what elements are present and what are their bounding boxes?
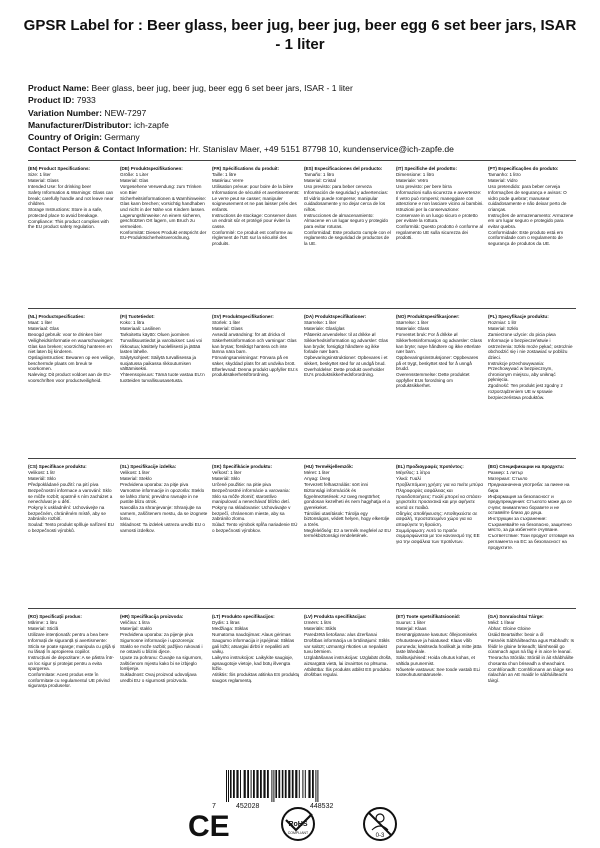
info-row [28, 119, 580, 131]
barcode-bar [312, 770, 314, 798]
spec-line: Zgodność: Ten produkt jest zgodny z rozporządzeniem UE w sprawie bezpieczeństwa produktów. [488, 383, 563, 400]
spec-block [212, 464, 300, 550]
spec-block [212, 614, 300, 689]
spec-line: Veľkosť: 1 liter [212, 469, 242, 475]
spec-line: Safety Information & Warnings: Glass can break; carefully handle and not leave near children. [28, 189, 114, 207]
spec-row-1 [28, 166, 576, 247]
spec-line: Material: Vidro [488, 177, 518, 183]
label-title: GPSR Label for : Beer glass, beer jug, beer jug, beer egg 6 set beer jars, ISAR - 1 liter [23, 17, 577, 53]
spec-line: Størrelse: 1 liter [396, 319, 429, 325]
spec-line: Medžiaga: Stiklas [212, 625, 249, 631]
spec-line: Materiał: Szkło [488, 325, 519, 331]
spec-line: Efterlevnad: Denna produkt uppfyller EU:s produktsäkerhetsförordning. [212, 366, 298, 378]
spec-line: Instruções de armazenamento: Armazene em um lugar seguro e protegido para evitar quebra. [488, 212, 574, 229]
spec-heading: (LT) Produkto specifikacijos: [212, 614, 275, 619]
barcode-left-digits: 452028 [236, 803, 260, 810]
spec-line: Informacje o bezpieczeństwie i ostrzeżenia: Szkło może pękać; ostrożnie obchodzić się i nie zostawiać w pobliżu dzieci. [488, 337, 573, 360]
spec-line: Avsedd användning: för att dricka öl [212, 331, 285, 337]
spec-line: Bezpečnostné informácie a varovania: Sklo sa môže zlomiť; starostlivo manipulovať a nenechávať blízko detí. [212, 487, 291, 505]
spec-line: Υλικό: Γυαλί [396, 475, 421, 481]
product-info [28, 82, 580, 156]
spec-heading: (DE) Produktspezifikationen: [120, 166, 183, 171]
spec-line: Materjal: Klaas [396, 625, 427, 631]
spec-line: Material: Sticlă [28, 625, 59, 631]
barcode-bar [302, 770, 303, 798]
barcode-bar [233, 770, 235, 798]
divider [28, 608, 576, 609]
spec-line: Μέγεθος: 1 λίτρο [396, 469, 431, 475]
spec-heading: (SL) Specifikacije izdelka: [120, 464, 177, 469]
spec-line: Förvaringsanvisningar: Förvara på en säker, skyddad plats för att undvika brott. [212, 355, 296, 366]
barcode-bar [267, 770, 269, 798]
info-value: 7933 [74, 95, 96, 106]
spec-line: Saugumo informacija ir įspėjimai: Stiklas gali lūžti; atsargiai dirbti ir nepalikti arti vaikų. [212, 637, 295, 655]
spec-block [304, 464, 392, 550]
spec-line: Informazioni sulla sicurezza e avvertenze: Il vetro può rompersi; maneggiare con attenzione e non lasciare vicino ai bambini. [396, 189, 484, 207]
barcode-bar [226, 770, 227, 802]
spec-line: Beoogd gebruik: voor te drinken bier [28, 331, 103, 337]
spec-line: Veiligheidsinformatie en waarschuwingen: Glas kan breken; voorzichtig hanteren en niet laten bij kinderen. [28, 337, 114, 355]
info-label: Product ID: [28, 95, 75, 106]
spec-line: Información de seguridad y advertencias: El vidrio puede romperse; manipular cuidadosamente y no dejar cerca de los niños. [304, 189, 389, 212]
age-text: 0-3 [375, 833, 385, 839]
spec-line: Forventet bruk: For å drikke øl [396, 331, 458, 337]
spec-line: Súlad: Tento výrobok spĺňa nariadenie EÚ o bezpečnosti výrobkov. [212, 522, 298, 533]
spec-line: Méid: 1 lítear [488, 619, 515, 625]
barcode-bar [260, 770, 262, 798]
spec-block [120, 614, 208, 689]
info-label: Product Name: [28, 83, 90, 93]
spec-line: Tamanho: 1 litro [488, 171, 521, 177]
spec-line: Tárolási utasítások: Tárolja egy biztonságos, védett helyen, hogy elkerülje a törés. [304, 510, 390, 527]
spec-line: Storlek: 1 liter [212, 319, 241, 325]
spec-line: Säkerhetsinformation och varningar: Glas kan brytas; försiktigt hantera och inte lämna nära barn. [212, 337, 297, 355]
info-value: Beer glass, beer jug, beer jug, beer egg 6 set beer jars, ISAR - 1 liter [89, 83, 353, 93]
spec-block [120, 464, 208, 550]
rohs-subtext: COMPLIANT [287, 831, 309, 835]
info-row [28, 107, 580, 119]
spec-heading: (GA) Sonraíochtaí Táirge: [488, 614, 544, 619]
spec-line: Megfelelőség: Ez a termék megfelel az EU termékbiztonsági rendeletének. [304, 527, 391, 539]
barcode-bar [230, 770, 232, 798]
spec-line: Größe: 1 Liter [120, 171, 149, 177]
barcode-bar [308, 770, 310, 798]
spec-line: Ábhar: Gloine Gloine [488, 625, 531, 631]
barcode-bar [282, 770, 284, 798]
spec-line: Tamaño: 1 litro [304, 171, 335, 177]
spec-line: Zamierzone użycie: do picia piwa [488, 331, 556, 337]
spec-block [304, 614, 392, 689]
spec-line: Materiale: Glas/glas [304, 325, 345, 331]
spec-line: Maat: 1 liter [28, 319, 52, 325]
spec-line: Conformidade: Este produto está em conformidade com o regulamento de segurança de produtos da UE. [488, 229, 564, 247]
spec-block [488, 314, 576, 400]
spec-line: Paredzētā lietošana: alus dzeršanai [304, 631, 377, 637]
divider [28, 458, 576, 459]
spec-line: Oppbevaringsinstruksjoner: Oppbevares på et trygt, beskyttet sted for å unngå brudd. [396, 355, 479, 372]
spec-heading: (PT) Especificações do produto: [488, 166, 559, 171]
spec-line: Materijal: staklo [120, 625, 152, 631]
spec-line: Tervezett felhasználás: sört inni [304, 481, 369, 487]
barcode-bar [305, 770, 306, 798]
spec-line: Materiaal: Glas [28, 325, 59, 331]
rohs-text: RoHS [288, 821, 308, 828]
barcode-lead-digit: 7 [212, 803, 216, 810]
spec-heading: (EN) Product Specifications: [28, 166, 91, 171]
info-row [28, 82, 580, 94]
spec-line: Conformité: Ce produit est conforme au règlement de l'UE sur la sécurité des produits. [212, 229, 293, 247]
spec-line: Materiaali: Lasilinen [120, 325, 161, 331]
spec-line: Naleving: Dit product voldoet aan de EU-voorschriften voor productveiligheid. [28, 372, 112, 383]
spec-heading: (SV) Produktspecifikationer: [212, 314, 274, 319]
barcode-bar [263, 770, 265, 798]
spec-line: Atitiktis: Šis produktas atitinka ES produktų saugos reglamentą. [212, 672, 300, 683]
barcode-bar [288, 770, 290, 798]
spec-line: Säilitusjuhised: Hoida ohutus kohas, et vältida purunemist. [396, 655, 475, 666]
spec-line: Opslaginstructies: Bewaren op een veilige, beschermde plaats om breuk te voorkomen. [28, 355, 115, 372]
spec-line: Материал: Стъкло [488, 475, 528, 481]
spec-heading: (NO) Produktspesifikasjoner: [396, 314, 460, 319]
spec-line: Dimensione: 1 litro [396, 171, 435, 177]
spec-heading: (RO) Specificații produs: [28, 614, 82, 619]
spec-line: Určené použitie: na pitie piva [212, 481, 271, 487]
barcode-bar [253, 770, 255, 798]
spec-heading: (IT) Specifiche del prodotto: [396, 166, 457, 171]
spec-line: Varnostne informacije in opozorila: Steklo se lahko zlomi; previdno ravnajte in ne pustite blizu otrok. [120, 487, 205, 505]
spec-block [488, 464, 576, 550]
spec-line: Προβλεπόμενη χρήση: για να πιείτε μπύρα [396, 481, 484, 487]
barcode-bar [247, 770, 249, 798]
barcode-bar [256, 770, 258, 798]
spec-line: Soulad: Tento produkt splňuje nařízení EU o bezpečnosti výrobků. [28, 522, 114, 533]
barcode-bar [317, 770, 318, 802]
info-value: Germany [102, 132, 140, 143]
spec-line: Sikkerhetsinformasjon og advarsler: Glass kan bryte; nøye håndtere og ikke etterlate nær barn. [396, 337, 483, 355]
spec-block [488, 166, 576, 247]
spec-line: Bezpečnostní informace a varování: Sklo se může rozbít; opatrně s ním zacházet a nenechávat je u dětí. [28, 487, 113, 505]
spec-line: Storage Instructions: Store in a safe, protected place to avoid breakage. [28, 207, 103, 218]
spec-heading: (CS) Specifikace produktu: [28, 464, 87, 469]
barcode-bar [292, 770, 294, 798]
spec-line: Predviđena uporaba: za pijenje piva [120, 631, 194, 637]
spec-line: Yhteensopivuus: Tämä tuote vastaa EU:n tuotteiden turvallisuusasetusta. [120, 372, 205, 383]
spec-line: Konformität: Dieses Produkt entspricht der EU-Produktsicherheitsverordnung. [120, 229, 207, 241]
spec-line: Taille: 1 litre [212, 171, 237, 177]
age-0-3-warning-icon [364, 808, 396, 840]
spec-block [396, 314, 484, 400]
spec-block [304, 166, 392, 247]
spec-line: Informații de siguranță și avertismente: Sticla se poate sparge; manipula cu grijă și nu lăsați în apropierea copiilor. [28, 637, 116, 655]
spec-line: Navodila za shranjevanje: Shranjujte na varnem, zaščitenem mestu, da se izognete lomu. [120, 505, 208, 522]
spec-heading: (HU) Termékjellemzők: [304, 464, 354, 469]
spec-block [28, 166, 116, 247]
info-label: Variation Number: [28, 107, 103, 118]
spec-line: Material: Glas [120, 177, 149, 183]
spec-line: Pokyny na skladovanie: Uchovávajte v bezpečí, chránenom mieste, aby sa zabránilo zlomu. [212, 505, 291, 522]
spec-heading: (ES) Especificaciones del producto: [304, 166, 383, 171]
spec-row-4 [28, 614, 576, 689]
spec-line: Uso previsto: para beber cerveza [304, 183, 372, 189]
spec-line: Biztonsági információk és figyelmeztetések: Az üveg megtörhet; gondosan kezelheti és nem hagyhatja el a gyerekeket. [304, 487, 390, 510]
spec-line: Materiale: Glass [396, 325, 430, 331]
spec-line: Säilytysohjeet: Säilytä turvallisessa ja suojatussa paikassa rikkoutumisen välttämiseksi. [120, 355, 197, 372]
spec-line: Uzglabāšanas instrukcijas: Uzglabāt drošā, aizsargātā vietā, lai izvairītos no plīsuma. [304, 655, 392, 666]
spec-line: Informações de segurança e avisos: O vidro pode quebrar; manusear cuidadosamente e não deixar perto de crianças. [488, 189, 567, 212]
spec-line: Dydis: 1 litras [212, 619, 240, 625]
spec-line: Συμμόρφωση: Αυτό το προϊόν συμμορφώνεται με τον κανονισμό της ΕΕ για την ασφάλεια των προϊόντων. [396, 527, 480, 545]
spec-block [28, 464, 116, 550]
info-row [28, 143, 580, 155]
barcode [222, 770, 372, 802]
barcode-bar [236, 770, 238, 798]
spec-line: Materiāls: Stikls [304, 625, 337, 631]
spec-line: Οδηγίες αποθήκευσης: Αποθηκεύστε σε ασφαλή, προστατευμένο χώρο για να αποφύγετε τη θραύση. [396, 510, 478, 527]
spec-line: Materiál: Sklo [28, 475, 56, 481]
spec-line: Conformità: Questo prodotto è conforme al regolamento UE sulla sicurezza dei prodotti. [396, 224, 484, 241]
spec-line: Předpokládané použití: na pití piva [28, 481, 99, 487]
spec-line: Laikymo instrukcijos: Laikykite saugioje, apsaugotoje vietoje, kad būtų išvengta lūžio. [212, 655, 294, 672]
spec-line: Anyag: Üveg [304, 475, 331, 481]
spec-line: Matériau: Verre [212, 177, 244, 183]
spec-line: Overholdelse: Dette produkt overholder EU's produktsikkerhedsforordning. [304, 366, 385, 378]
spec-heading: (HR) Specifikacija proizvoda: [120, 614, 184, 619]
spec-line: Påtænkt anvendelse: til at drikke øl [304, 331, 376, 337]
barcode-bar [251, 770, 252, 798]
barcode-bar [278, 770, 280, 798]
spec-line: Размер: 1 литър [488, 469, 523, 475]
spec-line: Overensstemmelse: Dette produktet oppfyller EUs forordning om produktsikkerhet. [396, 372, 470, 389]
spec-line: Sicherheitsinformationen & Warnhinweise: Glas kann brechen; vorsichtig handhaben und nicht in der Nähe von Kindern lassen. [120, 195, 207, 212]
spec-line: Rozmiar: 1 litr [488, 319, 517, 325]
spec-line: Mărime: 1 litru [28, 619, 58, 625]
spec-line: Úsáid Beartaithe: beoir a ól [488, 631, 544, 637]
info-row [28, 131, 580, 143]
spec-line: Eesmärgipärane kasutus: õllejoomiseks [396, 631, 477, 637]
spec-line: Instrukcje przechowywania: Przechowywać w bezpiecznym, chronionym miejscu, aby uniknąć pęknięcia. [488, 360, 556, 383]
barcode-bar [299, 770, 300, 798]
info-value: Hr. Stanislav Maer, +49 5151 87798 10, kundenservice@ich-zapfe.de [187, 144, 454, 155]
spec-line: Предназначена употреба: за пиене на бира [488, 481, 570, 493]
spec-line: Størrelse: 1 liter [304, 319, 337, 325]
spec-block [396, 166, 484, 247]
spec-row-3 [28, 464, 576, 550]
barcode-bar [240, 770, 241, 798]
spec-line: Faisnéis Sábháilteachta agus Rabhadh: Is féidir le gloine briseadh; láimhseáil go cúramach agus ná fág é in aice le leanaí. [488, 637, 575, 655]
spec-line: Izmērs: 1 litrs [304, 619, 332, 625]
spec-line: Drošības informācija un brīdinājumi: Stikls var salūzt; uzmanīgi rīkoties un nepalaist tuvu bērniem. [304, 637, 390, 655]
spec-line: Lagerungshinweise: An einem sicheren, geschützten Ort lagern, um Bruch zu vermeiden. [120, 212, 202, 229]
spec-line: Vorgesehene Verwendung: zum Trinken von Bier [120, 183, 202, 195]
spec-line: Conformidad: Este producto cumple con el reglamento de seguridad de productos de la UE. [304, 229, 391, 247]
spec-line: Velikost: 1 liter [120, 469, 150, 475]
spec-line: Material: Glass [212, 325, 243, 331]
spec-block [28, 614, 116, 689]
divider [28, 308, 576, 309]
spec-line: Инструкции за съхранение: Съхранявайте на безопасно, защитено място, за да избегнете счупване. [488, 516, 572, 533]
spec-line: Istruzioni per la conservazione: Conservare in un luogo sicuro e protetto per evitare la rottura. [396, 207, 478, 224]
spec-line: Utilizare intenționată: pentru a bea bere [28, 631, 109, 637]
spec-block [212, 166, 300, 247]
info-label: Manufacturer/Distributor: [28, 119, 132, 130]
spec-block [120, 314, 208, 400]
spec-line: Pokyny k uskladnění: Uchovávejte na bezpečném, chráněném místě, aby se zabránilo rozbití. [28, 505, 106, 522]
spec-line: Intended Use: for drinking beer [28, 183, 92, 189]
spec-line: Material: Glass [28, 177, 59, 183]
spec-heading: (BG) Спецификации на продукта: [488, 464, 565, 469]
spec-heading: (NL) Productspecificaties: [28, 314, 85, 319]
spec-line: Velikost: 1 litr [28, 469, 56, 475]
spec-line: Size: 1 liter [28, 171, 51, 177]
barcode-bar [285, 770, 287, 798]
ce-mark-icon [188, 810, 230, 842]
spec-line: Upute za pohranu: Čuvajte na sigurnom, zaštićenom mjestu kako bi se izbjeglo lomljenje. [120, 655, 203, 672]
spec-line: Информация за безопасност и предупреждения: Стъклото може да се счупи; внимателно боравете и не оставяйте близо до деца. [488, 493, 572, 516]
spec-line: Comhlíonadh: Comhlíonann an táirge seo rialachán an AE maidir le sábháilteacht táirgí. [488, 666, 574, 683]
barcode-bar [244, 770, 246, 798]
spec-block [120, 166, 208, 247]
spec-line: Uso previsto: per bere birra [396, 183, 452, 189]
spec-line: Predvidena uporaba: za pitje piva [120, 481, 189, 487]
spec-line: Nõuetele vastavus: See toode vastab ELi tooteohutusmäärusele. [396, 666, 481, 678]
info-value: NEW-7297 [102, 107, 147, 118]
barcode-bar [228, 770, 229, 802]
spec-line: Sigurnosne informacije i upozorenja: Staklo se može razbiti; pažljivo rukovati i ne ostaviti u blizini djece. [120, 637, 203, 655]
spec-line: Veličina: 1 litra [120, 619, 150, 625]
spec-line: Numatoma naudojimas: Alaus gėrimas [212, 631, 291, 637]
spec-line: Materiál: Sklo [212, 475, 240, 481]
spec-line: Conformitate: Acest produs este în conformitate cu regulamentul UE privind siguranța produselor. [28, 672, 110, 689]
spec-line: Uso pretendido: para beber cerveja [488, 183, 561, 189]
info-label: Contact Person & Contact Information: [28, 144, 187, 155]
spec-line: Materiale: Vetro [396, 177, 429, 183]
spec-line: Informations de sécurité et avertissements: Le verre peut se casser; manipuler soigneusement et ne pas laisser près des enfants. [212, 189, 300, 212]
spec-row-2 [28, 314, 576, 400]
spec-line: Suurus: 1 liiter [396, 619, 426, 625]
spec-heading: (ET) Toote spetsifikatsioonid: [396, 614, 461, 619]
spec-heading: (FR) Spécifications du produit: [212, 166, 280, 171]
spec-line: Material: Steklo [120, 475, 152, 481]
barcode-bar [273, 770, 274, 802]
spec-line: Méret: 1 liter [304, 469, 330, 475]
spec-block [304, 314, 392, 400]
spec-heading: (SK) Špecifikácie produktu: [212, 464, 272, 469]
spec-heading: (PL) Specyfikacje produktu: [488, 314, 549, 319]
ce-mark-text: CE [188, 810, 230, 842]
info-label: Country of Origin: [28, 132, 102, 143]
spec-line: Sikkerhedsinformation og advarsler: Glas kan bryde; forsigtigt håndtere og ikke forlade nær børn. [304, 337, 389, 355]
spec-line: Instrucțiuni de depozitare: A se păstra într-un loc sigur și protejat pentru a evita spargerea. [28, 655, 115, 672]
barcode-bar [271, 770, 272, 802]
barcode-bar [315, 770, 316, 802]
spec-line: Turvallisuustiedot ja varoitukset: Lasi voi rikkoutua; käsittely huolellisesti ja jättää lasten lähelle. [120, 337, 203, 355]
spec-line: Sukladnost: Ovaj proizvod udovoljava uredbi EU o sigurnosti proizvoda. [120, 672, 197, 683]
barcode-bar [275, 770, 277, 798]
spec-line: Πληροφορίες ασφάλειας και προειδοποιήσεις: Γυαλί μπορεί να σπάσει· χειριστείτε προσεκτικά και μην αφήνετε κοντά σε παιδιά. [396, 487, 483, 510]
spec-line: Compliance: This product complies with the EU product safety regulation. [28, 218, 109, 230]
spec-line: Ohutusteave ja hoiatused: Klaas võib puruneda; käsitseda hoolikalt ja mitte jätta laste lähedale. [396, 637, 482, 655]
spec-block [396, 464, 484, 550]
spec-line: Skladnost: Ta izdelek ustreza uredbi EU o varnosti izdelkov. [120, 522, 205, 533]
info-row [28, 94, 580, 106]
spec-block [488, 614, 576, 689]
spec-heading: (DA) Produktspecifikationer: [304, 314, 367, 319]
spec-line: Instrucciones de almacenamiento: Almacene en un lugar seguro y protegido para evitar roturas. [304, 212, 389, 229]
spec-heading: (LV) Produkta specifikācijas: [304, 614, 367, 619]
spec-heading: (EL) Προδιαγραφές προϊόντος: [396, 464, 464, 469]
spec-line: Opbevaringsinstruktioner: Opbevares i et sikkert, beskyttet sted for at undgå brud. [304, 355, 388, 366]
spec-line: Съответствие: Този продукт отговаря на регламента на ЕС за безопасност на продуктите. [488, 533, 574, 550]
spec-block [396, 614, 484, 689]
divider [28, 160, 576, 161]
spec-heading: (FI) Tuotetiedot: [120, 314, 155, 319]
spec-line: Koko: 1 litra [120, 319, 145, 325]
info-value: ich-zapfe [131, 119, 169, 130]
barcode-right-digits: 448532 [310, 803, 334, 810]
rohs-icon [282, 808, 314, 840]
spec-line: Utilisation prévue: pour boire de la bière [212, 183, 294, 189]
spec-line: Material: Cristal [304, 177, 336, 183]
spec-line: Atbilstība: Šis produkts atbilst ES produktu drošības regulai. [304, 666, 391, 678]
spec-block [28, 314, 116, 400]
spec-block [212, 314, 300, 400]
barcode-bar [295, 770, 297, 798]
spec-line: Tarkoitettu käyttö: Oluen juominen [120, 331, 190, 337]
spec-line: Instructions de stockage: Conserver dans un endroit sûr et protégé pour éviter la casse. [212, 212, 297, 229]
spec-line: Treoracha Stórála: Stóráil in áit shábháilte chosanta chun briseadh a sheachaint. [488, 655, 574, 666]
